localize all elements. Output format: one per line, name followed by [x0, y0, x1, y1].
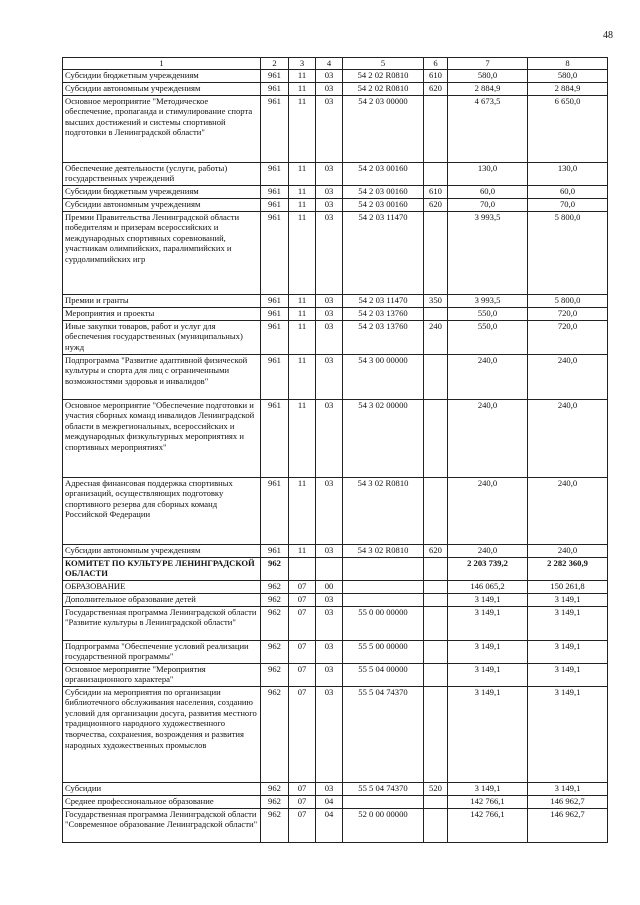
table-row: [63, 69, 608, 82]
cell-type: [424, 808, 448, 842]
cell-article: 54 2 02 R0810: [343, 69, 424, 82]
cell-year1: 2 203 739,2: [448, 557, 528, 580]
cell-name: Государственная программа Ленинградской области "Современное образование Ленинградской области": [63, 808, 261, 842]
cell-section: 07: [289, 580, 316, 593]
cell-subsection: 03: [316, 399, 343, 477]
cell-subsection: 00: [316, 580, 343, 593]
cell-subsection: 03: [316, 544, 343, 557]
cell-code: 961: [261, 198, 289, 211]
cell-code: 961: [261, 477, 289, 544]
table-row: [63, 162, 608, 185]
cell-article: 52 0 00 00000: [343, 808, 424, 842]
table-row: [63, 640, 608, 663]
table-row: [63, 606, 608, 640]
cell-section: 11: [289, 211, 316, 294]
cell-type: 620: [424, 198, 448, 211]
cell-year1: 3 149,1: [448, 686, 528, 782]
cell-subsection: 03: [316, 320, 343, 354]
cell-code: 961: [261, 82, 289, 95]
cell-section: 11: [289, 185, 316, 198]
cell-type: 620: [424, 82, 448, 95]
cell-code: 962: [261, 808, 289, 842]
header-cell: 7: [448, 58, 528, 70]
cell-section: 07: [289, 808, 316, 842]
cell-type: [424, 557, 448, 580]
cell-article: 54 3 02 R0810: [343, 544, 424, 557]
table-row: [63, 782, 608, 795]
cell-name: Обеспечение деятельности (услуги, работы) государственных учреждений: [63, 162, 261, 185]
cell-code: 961: [261, 294, 289, 307]
cell-name: Субсидии автономным учреждениям: [63, 544, 261, 557]
cell-name: КОМИТЕТ ПО КУЛЬТУРЕ ЛЕНИНГРАДСКОЙ ОБЛАСТИ: [63, 557, 261, 580]
cell-year2: 3 149,1: [528, 782, 608, 795]
cell-name: Субсидии бюджетным учреждениям: [63, 69, 261, 82]
cell-code: 961: [261, 185, 289, 198]
cell-article: 54 2 03 00160: [343, 162, 424, 185]
header-cell: 3: [289, 58, 316, 70]
cell-subsection: 03: [316, 354, 343, 399]
cell-name: Субсидии: [63, 782, 261, 795]
cell-code: 962: [261, 580, 289, 593]
table-row: [63, 307, 608, 320]
cell-year2: 3 149,1: [528, 640, 608, 663]
cell-name: Иные закупки товаров, работ и услуг для обеспечения государственных (муниципальных) нужд: [63, 320, 261, 354]
cell-type: 620: [424, 544, 448, 557]
cell-section: 11: [289, 95, 316, 162]
cell-type: [424, 307, 448, 320]
cell-code: 961: [261, 320, 289, 354]
cell-article: 54 3 02 00000: [343, 399, 424, 477]
cell-article: [343, 557, 424, 580]
cell-article: 54 2 03 11470: [343, 294, 424, 307]
cell-code: 961: [261, 399, 289, 477]
cell-year2: 6 650,0: [528, 95, 608, 162]
cell-year2: 5 800,0: [528, 294, 608, 307]
table-row: [63, 82, 608, 95]
cell-year2: 240,0: [528, 399, 608, 477]
cell-name: ОБРАЗОВАНИЕ: [63, 580, 261, 593]
cell-code: 962: [261, 640, 289, 663]
cell-section: 11: [289, 69, 316, 82]
cell-name: Дополнительное образование детей: [63, 593, 261, 606]
cell-year1: 580,0: [448, 69, 528, 82]
cell-code: 961: [261, 307, 289, 320]
table-row: [63, 354, 608, 399]
cell-year1: 70,0: [448, 198, 528, 211]
cell-code: 961: [261, 354, 289, 399]
cell-year1: 2 884,9: [448, 82, 528, 95]
cell-type: [424, 795, 448, 808]
cell-article: 54 2 03 00160: [343, 185, 424, 198]
cell-year2: 580,0: [528, 69, 608, 82]
cell-section: 11: [289, 544, 316, 557]
header-cell: 5: [343, 58, 424, 70]
header-cell: 8: [528, 58, 608, 70]
cell-article: 54 3 00 00000: [343, 354, 424, 399]
cell-name: Основное мероприятие "Мероприятия организационного характера": [63, 663, 261, 686]
table-row: [63, 95, 608, 162]
cell-section: 11: [289, 294, 316, 307]
cell-article: 54 2 03 13760: [343, 307, 424, 320]
cell-type: 350: [424, 294, 448, 307]
cell-article: 54 2 03 00160: [343, 198, 424, 211]
cell-section: 11: [289, 320, 316, 354]
cell-year2: 70,0: [528, 198, 608, 211]
cell-name: Среднее профессиональное образование: [63, 795, 261, 808]
cell-type: [424, 640, 448, 663]
cell-section: 11: [289, 82, 316, 95]
cell-code: 961: [261, 69, 289, 82]
cell-type: [424, 686, 448, 782]
cell-type: [424, 663, 448, 686]
cell-article: [343, 795, 424, 808]
cell-year2: 3 149,1: [528, 606, 608, 640]
cell-name: Субсидии бюджетным учреждениям: [63, 185, 261, 198]
cell-subsection: 03: [316, 663, 343, 686]
cell-name: Субсидии автономным учреждениям: [63, 82, 261, 95]
cell-subsection: [316, 557, 343, 580]
cell-article: 54 2 03 13760: [343, 320, 424, 354]
cell-subsection: 03: [316, 606, 343, 640]
cell-section: 07: [289, 606, 316, 640]
cell-year1: 4 673,5: [448, 95, 528, 162]
cell-name: Адресная финансовая поддержка спортивных организаций, осуществляющих подготовку спортивного резерва для сборных команд Российской Федерации: [63, 477, 261, 544]
cell-subsection: 03: [316, 307, 343, 320]
cell-article: 55 5 04 74370: [343, 782, 424, 795]
cell-name: Государственная программа Ленинградской области "Развитие культуры в Ленинградской области": [63, 606, 261, 640]
cell-year2: 2 884,9: [528, 82, 608, 95]
cell-year1: 3 149,1: [448, 640, 528, 663]
table-row: [63, 580, 608, 593]
cell-section: 11: [289, 307, 316, 320]
cell-code: 962: [261, 606, 289, 640]
table-row: [63, 198, 608, 211]
table-row: [63, 544, 608, 557]
cell-year1: 142 766,1: [448, 808, 528, 842]
cell-code: 962: [261, 795, 289, 808]
table-row: [63, 399, 608, 477]
cell-year2: 146 962,7: [528, 795, 608, 808]
page-number: 48: [603, 30, 613, 41]
table-row: [63, 211, 608, 294]
cell-type: [424, 211, 448, 294]
cell-section: 11: [289, 354, 316, 399]
cell-article: 55 5 04 00000: [343, 663, 424, 686]
cell-code: 962: [261, 686, 289, 782]
cell-name: Подпрограмма "Развитие адаптивной физической культуры и спорта для лиц с ограниченными возможностями здоровья и инвалидов": [63, 354, 261, 399]
cell-subsection: 03: [316, 69, 343, 82]
header-cell: 4: [316, 58, 343, 70]
cell-type: 520: [424, 782, 448, 795]
cell-article: 54 2 03 11470: [343, 211, 424, 294]
cell-year1: 3 149,1: [448, 663, 528, 686]
cell-name: Премии Правительства Ленинградской области победителям и призерам всероссийских и международных спортивных соревнований, участникам олимпийских, паралимпийских и сурдолимпийских игр: [63, 211, 261, 294]
cell-subsection: 04: [316, 808, 343, 842]
table-row: [63, 477, 608, 544]
cell-section: 07: [289, 686, 316, 782]
cell-name: Основное мероприятие "Методическое обеспечение, пропаганда и стимулирование спорта высших достижений и системы спортивной подготовки в Ленинградской области": [63, 95, 261, 162]
cell-type: 240: [424, 320, 448, 354]
cell-type: [424, 477, 448, 544]
table-header-row: [63, 58, 608, 70]
cell-year2: 240,0: [528, 544, 608, 557]
cell-article: [343, 580, 424, 593]
cell-year1: 3 993,5: [448, 211, 528, 294]
cell-code: 961: [261, 95, 289, 162]
cell-year1: 3 993,5: [448, 294, 528, 307]
cell-section: 07: [289, 640, 316, 663]
cell-subsection: 03: [316, 477, 343, 544]
cell-type: 610: [424, 185, 448, 198]
cell-year1: 240,0: [448, 399, 528, 477]
cell-code: 961: [261, 211, 289, 294]
cell-subsection: 03: [316, 294, 343, 307]
cell-type: [424, 580, 448, 593]
cell-name: Основное мероприятие "Обеспечение подготовки и участия сборных команд инвалидов Ленинградской области в межрегиональных, всероссийских и международных физкультурных мероприятиях и спортивных мероприятиях": [63, 399, 261, 477]
cell-year2: 3 149,1: [528, 663, 608, 686]
cell-year1: 3 149,1: [448, 782, 528, 795]
cell-article: [343, 593, 424, 606]
cell-year2: 2 282 360,9: [528, 557, 608, 580]
cell-type: [424, 606, 448, 640]
cell-article: 54 2 03 00000: [343, 95, 424, 162]
cell-code: 961: [261, 544, 289, 557]
cell-year2: 720,0: [528, 307, 608, 320]
header-cell: 6: [424, 58, 448, 70]
table-row: [63, 557, 608, 580]
cell-year2: 130,0: [528, 162, 608, 185]
cell-article: 55 5 00 00000: [343, 640, 424, 663]
cell-year2: 150 261,8: [528, 580, 608, 593]
table-row: [63, 663, 608, 686]
cell-year1: 240,0: [448, 544, 528, 557]
cell-type: [424, 593, 448, 606]
cell-year2: 146 962,7: [528, 808, 608, 842]
cell-section: 11: [289, 399, 316, 477]
cell-type: [424, 162, 448, 185]
cell-article: 54 2 02 R0810: [343, 82, 424, 95]
cell-name: Премии и гранты: [63, 294, 261, 307]
cell-year2: 60,0: [528, 185, 608, 198]
cell-section: 11: [289, 162, 316, 185]
cell-section: 07: [289, 795, 316, 808]
cell-subsection: 04: [316, 795, 343, 808]
table-row: [63, 808, 608, 842]
cell-year1: 550,0: [448, 307, 528, 320]
header-cell: 1: [63, 58, 261, 70]
header-cell: 2: [261, 58, 289, 70]
cell-article: 55 0 00 00000: [343, 606, 424, 640]
cell-subsection: 03: [316, 782, 343, 795]
cell-year1: 142 766,1: [448, 795, 528, 808]
cell-subsection: 03: [316, 82, 343, 95]
cell-code: 961: [261, 162, 289, 185]
cell-year2: 3 149,1: [528, 593, 608, 606]
cell-subsection: 03: [316, 198, 343, 211]
cell-section: 11: [289, 477, 316, 544]
cell-subsection: 03: [316, 95, 343, 162]
cell-year2: 240,0: [528, 354, 608, 399]
cell-name: Субсидии на мероприятия по организации библиотечного обслуживания населения, созданию условий для организации досуга, развития местного традиционного народного художественного творчества, сохранения, возрождения и развития народных художественных промыслов: [63, 686, 261, 782]
cell-article: 54 3 02 R0810: [343, 477, 424, 544]
cell-section: [289, 557, 316, 580]
cell-name: Подпрограмма "Обеспечение условий реализации государственной программы": [63, 640, 261, 663]
cell-year1: 130,0: [448, 162, 528, 185]
cell-year1: 3 149,1: [448, 593, 528, 606]
cell-code: 962: [261, 593, 289, 606]
cell-section: 07: [289, 663, 316, 686]
table-row: [63, 795, 608, 808]
cell-subsection: 03: [316, 593, 343, 606]
cell-name: Мероприятия и проекты: [63, 307, 261, 320]
cell-section: 11: [289, 198, 316, 211]
cell-type: [424, 399, 448, 477]
cell-year2: 5 800,0: [528, 211, 608, 294]
cell-year1: 550,0: [448, 320, 528, 354]
cell-subsection: 03: [316, 640, 343, 663]
table-row: [63, 320, 608, 354]
cell-section: 07: [289, 782, 316, 795]
cell-year2: 720,0: [528, 320, 608, 354]
cell-code: 962: [261, 782, 289, 795]
cell-subsection: 03: [316, 162, 343, 185]
cell-section: 07: [289, 593, 316, 606]
cell-subsection: 03: [316, 185, 343, 198]
cell-type: 610: [424, 69, 448, 82]
cell-code: 962: [261, 663, 289, 686]
budget-table: [62, 57, 608, 843]
table-row: [63, 185, 608, 198]
cell-subsection: 03: [316, 686, 343, 782]
cell-year2: 3 149,1: [528, 686, 608, 782]
cell-type: [424, 95, 448, 162]
table-row: [63, 593, 608, 606]
cell-year1: 60,0: [448, 185, 528, 198]
cell-name: Субсидии автономным учреждениям: [63, 198, 261, 211]
cell-subsection: 03: [316, 211, 343, 294]
cell-year1: 240,0: [448, 477, 528, 544]
cell-year1: 146 065,2: [448, 580, 528, 593]
table-row: [63, 294, 608, 307]
cell-year2: 240,0: [528, 477, 608, 544]
cell-year1: 240,0: [448, 354, 528, 399]
table-row: [63, 686, 608, 782]
cell-year1: 3 149,1: [448, 606, 528, 640]
cell-code: 962: [261, 557, 289, 580]
cell-type: [424, 354, 448, 399]
cell-article: 55 5 04 74370: [343, 686, 424, 782]
